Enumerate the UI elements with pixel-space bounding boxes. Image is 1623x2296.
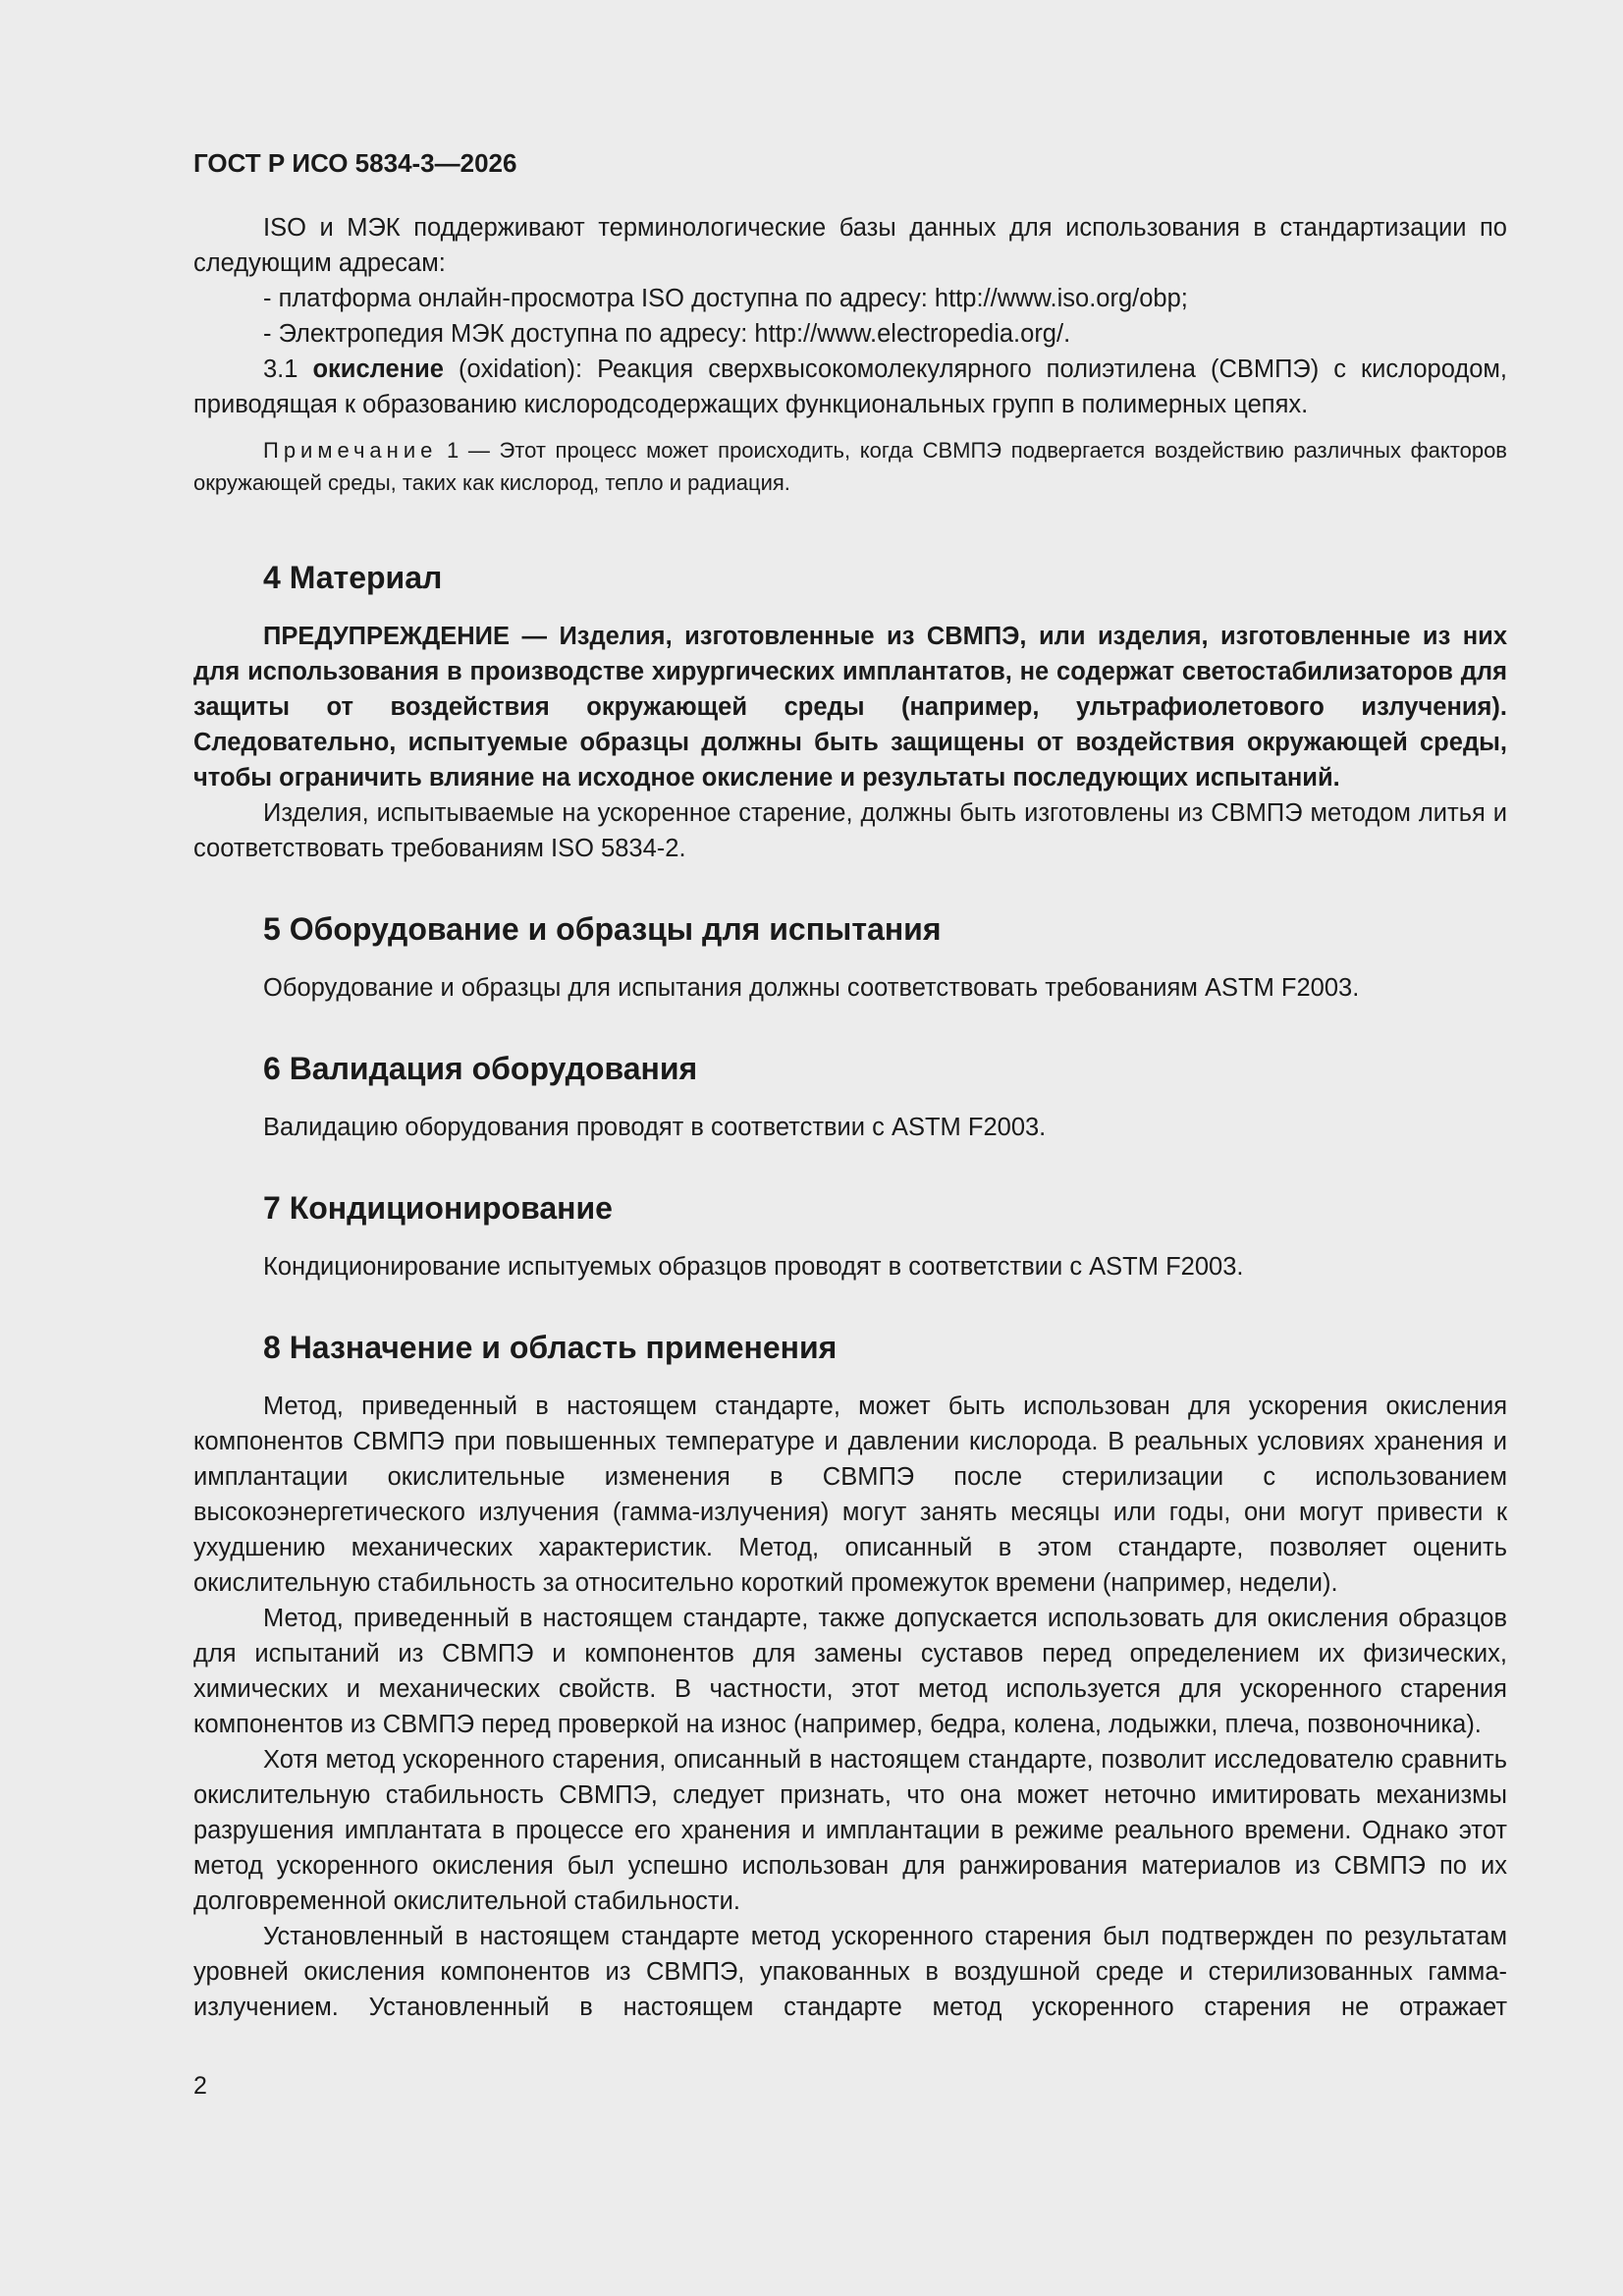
term-definition-text: (oxidation): Реакция сверхвысокомолекулярного полиэтилена (СВМПЭ) с кислородом, приводящая к образованию кислородсодержащих функциональных групп в полимерных цепях.: [193, 355, 1507, 418]
intro-paragraph: ISO и МЭК поддерживают терминологические базы данных для использования в стандартизации по следующим адресам:: [193, 214, 1507, 277]
note-text: 1 — Этот процесс может происходить, когда СВМПЭ подвергается воздействию различных факторов окружающей среды, таких как кислород, тепло и радиация.: [193, 438, 1507, 495]
document-id: ГОСТ Р ИСО 5834-3—2026: [193, 148, 517, 178]
section-8-paragraph-2: Метод, приведенный в настоящем стандарте, также допускается использовать для окисления образцов для испытаний из СВМПЭ и компонентов для замены суставов перед определением их физических, химических и механических свойств. В частности, этот метод используется для ускоренного старения компонентов из СВМПЭ перед проверкой на износ (например, бедра, колена, лодыжки, плеча, позвоночника).: [193, 1605, 1507, 1738]
section-8-paragraph-4: Установленный в настоящем стандарте метод ускоренного старения был подтвержден по результатам уровней окисления компонентов из СВМПЭ, упакованных в воздушной среде и стерилизованных гамма-излучением. Установленный в настоящем стандарте метод ускоренного старения не отражает: [193, 1923, 1507, 2021]
section-6-heading: 6 Валидация оборудования: [263, 1051, 698, 1086]
section-5-text: Оборудование и образцы для испытания должны соответствовать требованиям ASTM F2003.: [263, 974, 1360, 1002]
term-definition: [193, 352, 1507, 422]
list-item: - платформа онлайн-просмотра ISO доступна по адресу: http://www.iso.org/obp;: [263, 285, 1188, 312]
section-8-paragraph-1: Метод, приведенный в настоящем стандарте, может быть использован для ускорения окисления компонентов СВМПЭ при повышенных температуре и давлении кислорода. В реальных условиях хранения и имплантации окислительные изменения в СВМПЭ после стерилизации с использованием высокоэнергетического излучения (гамма-излучения) могут занять месяцы или годы, они могут привести к ухудшению механических характеристик. Метод, описанный в этом стандарте, позволяет оценить окислительную стабильность за относительно короткий промежуток времени (например, недели).: [193, 1393, 1507, 1597]
note-label: Примечание: [263, 438, 438, 463]
section-5-heading: 5 Оборудование и образцы для испытания: [263, 911, 942, 947]
section-6-text: Валидацию оборудования проводят в соответствии с ASTM F2003.: [263, 1114, 1047, 1141]
term-name: окисление: [312, 355, 444, 383]
section-8-heading: 8 Назначение и область применения: [263, 1330, 838, 1365]
section-4-heading: 4 Материал: [263, 560, 443, 595]
section-7-heading: 7 Кондиционирование: [263, 1190, 613, 1226]
term-number: 3.1: [263, 355, 313, 383]
note: [193, 434, 1507, 499]
section-4-text: Изделия, испытываемые на ускоренное старение, должны быть изготовлены из СВМПЭ методом литья и соответствовать требованиям ISO 5834-2.: [193, 799, 1507, 862]
page-content: [193, 145, 1507, 2025]
page-number: 2: [193, 2072, 207, 2100]
warning-paragraph: ПРЕДУПРЕЖДЕНИЕ — Изделия, изготовленные из СВМПЭ, или изделия, изготовленные из них для использования в производстве хирургических имплантатов, не содержат светостабилизаторов для защиты от воздействия окружающей среды (например, ультрафиолетового излучения). Следовательно, испытуемые образцы должны быть защищены от воздействия окружающей среды, чтобы ограничить влияние на исходное окисление и результаты последующих испытаний.: [193, 623, 1507, 792]
section-8-paragraph-3: Хотя метод ускоренного старения, описанный в настоящем стандарте, позволит исследователю сравнить окислительную стабильность СВМПЭ, следует признать, что она может неточно имитировать механизмы разрушения имплантата в процессе его хранения и имплантации в режиме реального времени. Однако этот метод ускоренного окисления был успешно использован для ранжирования материалов из СВМПЭ по их долговременной окислительной стабильности.: [193, 1746, 1507, 1915]
section-7-text: Кондиционирование испытуемых образцов проводят в соответствии с ASTM F2003.: [263, 1253, 1244, 1281]
list-item: - Электропедия МЭК доступна по адресу: http://www.electropedia.org/.: [263, 320, 1071, 348]
